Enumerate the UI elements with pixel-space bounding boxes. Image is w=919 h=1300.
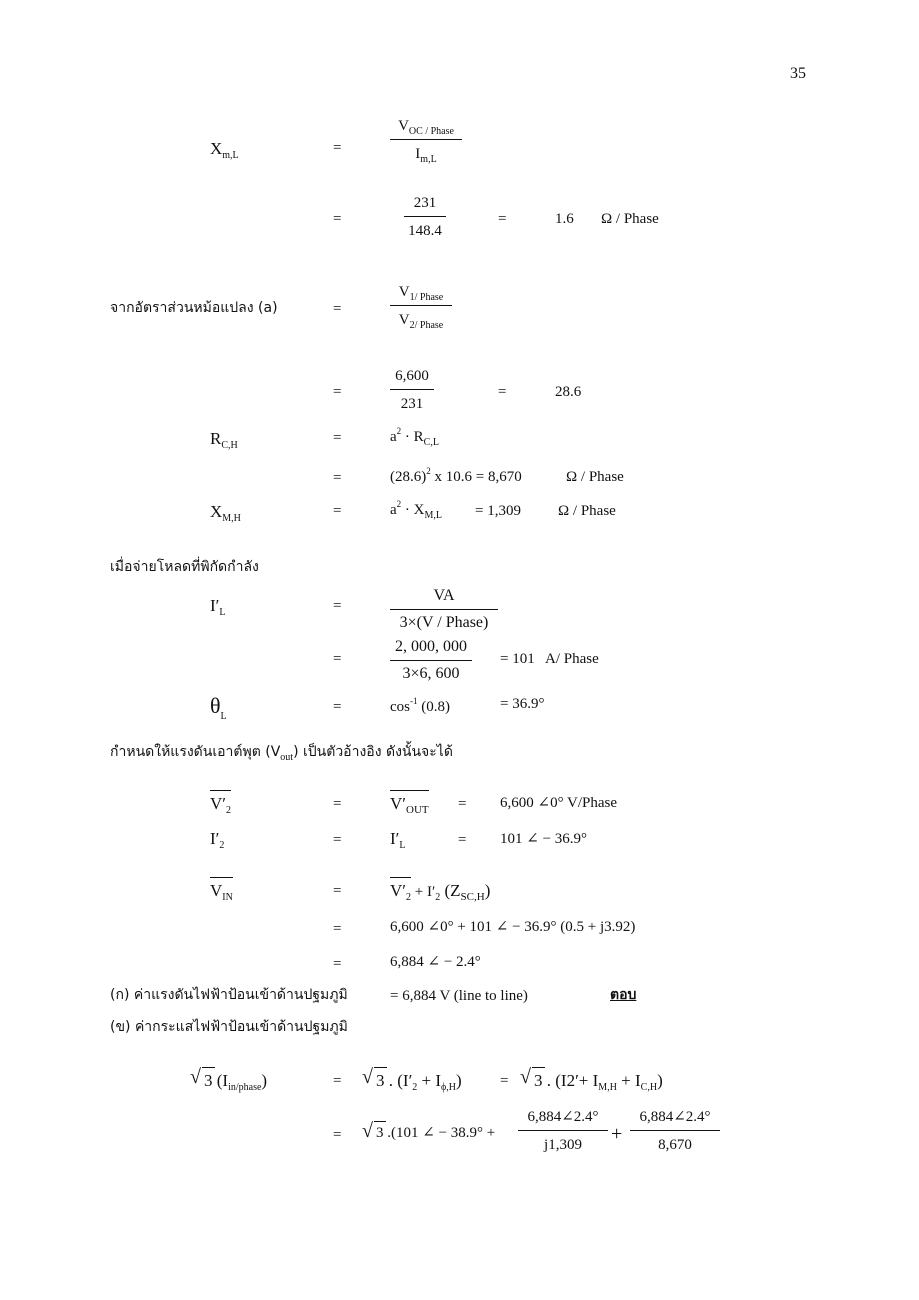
eq-sign: = <box>333 699 342 715</box>
answer-tag: ตอบ <box>610 987 637 1003</box>
current-term1: √ 3 . $(I'_2 + I_{\phi,H})$ <box>362 1072 462 1089</box>
ref-label: กำหนดให้แรงดันเอาต์พุต $(V_{out})$ เป็นตัวอ้างอิง ดังนั้นจะได้ <box>110 744 453 763</box>
eq-sign: = <box>333 956 342 972</box>
answer-a-value: = 6,884 V (line to line) <box>390 988 528 1004</box>
v2-value: 6,600 ∠0° V/Phase <box>500 795 618 811</box>
eq-sign: = <box>458 796 467 812</box>
rch-formula: $a^2 \cdot R_{C,L}$ <box>390 426 439 448</box>
i2-value: 101 ∠ − 36.9° <box>500 831 588 847</box>
vout: $V'_{OUT}$ <box>390 794 429 816</box>
ratio-result: 28.6 <box>555 384 582 400</box>
current-lhs: √ 3 $(I_{in/phase})$ <box>190 1072 267 1089</box>
i2-lhs: $I'_2$ <box>210 829 225 851</box>
eq-sign: = <box>333 140 342 156</box>
eq-sign: = <box>498 211 507 227</box>
eq-sign: = <box>333 211 342 227</box>
rch-unit: Ω / Phase <box>566 469 624 485</box>
answer-a-label: (ก) ค่าแรงดันไฟฟ้าป้อนเข้าด้านปฐมภูมิ <box>110 987 348 1003</box>
rch-lhs: $R_{C,H}$ <box>210 429 238 451</box>
load-label: เมื่อจ่ายโหลดที่พิกัดกำลัง <box>110 559 259 575</box>
eq-sign: = <box>333 384 342 400</box>
theta-lhs: $\theta_L$ <box>210 693 227 722</box>
xml-result: 1.6 <box>555 211 574 227</box>
vin-line3: 6,884 ∠ − 2.4° <box>390 954 481 970</box>
current-fraction-1: $\frac{6,884\angle 2.4^\circ}{j1,309}$ <box>518 1107 608 1154</box>
theta-value: = 36.9° <box>500 696 545 712</box>
eq-sign: = <box>333 796 342 812</box>
vin-lhs: $V_{IN}$ <box>210 881 233 903</box>
v2-lhs: $V'_2$ <box>210 794 231 816</box>
xmh-unit: Ω / Phase <box>558 503 616 519</box>
eq-sign: = <box>498 384 507 400</box>
rch-value: $(28.6)^2$ x 10.6 = 8,670 <box>390 466 522 485</box>
xml-unit: Ω / Phase <box>601 211 659 227</box>
eq-sign: = <box>333 301 342 317</box>
eq-sign: = <box>333 1127 342 1143</box>
il-fraction-values: $\frac{2, 000, 000}{3\times 6, 600}$ <box>390 638 472 683</box>
eq-sign: = <box>333 470 342 486</box>
il-fraction: VA 3×(V / Phase) <box>390 587 498 632</box>
eq-sign: = <box>333 651 342 667</box>
xmh-value: = 1,309 <box>475 503 521 519</box>
eq-sign: = <box>458 832 467 848</box>
il-lhs: $I'_L$ <box>210 596 226 618</box>
xml-fraction-values: $\frac{231}{148.4}$ <box>404 195 446 240</box>
eq-sign: = <box>333 832 342 848</box>
eq-sign: = <box>333 430 342 446</box>
current-term2: √ 3 . $(I2'+ I_{M,H} + I_{C,H})$ <box>520 1072 663 1089</box>
page-number: 35 <box>790 65 806 82</box>
ratio-label: จากอัตราส่วนหม้อแปลง (a) <box>110 300 278 316</box>
eq-sign: = <box>500 1073 509 1089</box>
il-result: = 101 <box>500 651 535 667</box>
ratio-fraction: $V_{1/ Phase}$ $V_{2/ Phase}$ <box>390 284 452 329</box>
xmh-formula: $a^2 \cdot X_{M,L}$ <box>390 499 442 521</box>
xmh-lhs: $X_{M,H}$ <box>210 502 241 524</box>
eq-sign: = <box>333 503 342 519</box>
xml-lhs: $X_{m,L}$ <box>210 139 239 161</box>
plus-sign: + <box>611 1123 623 1145</box>
eq-sign: = <box>333 598 342 614</box>
eq-sign: = <box>333 1073 342 1089</box>
current-fraction-2: $\frac{6,884\angle 2.4^\circ}{8,670}$ <box>630 1107 720 1154</box>
il-unit: A/ Phase <box>545 651 599 667</box>
cos-formula: $\cos^{-1} (0.8)$ <box>390 696 450 715</box>
il-ref: $I'_L$ <box>390 829 406 851</box>
eq-sign: = <box>333 883 342 899</box>
vin-line2: 6,600 ∠0° + 101 ∠ − 36.9° (0.5 + j3.92) <box>390 919 636 935</box>
ratio-fraction-values: $\frac{6,600}{231}$ <box>390 368 434 413</box>
current-line2: √ 3 .(101 ∠ − 38.9° + <box>362 1126 495 1141</box>
eq-sign: = <box>333 921 342 937</box>
vin-formula: $V'_2 + I'_2$ $(Z_{SC,H})$ <box>390 881 491 903</box>
xml-fraction: $V_{OC / Phase}$ $I_{m,L}$ <box>390 118 462 163</box>
answer-b-label: (ข) ค่ากระแสไฟฟ้าป้อนเข้าด้านปฐมภูมิ <box>110 1019 348 1035</box>
